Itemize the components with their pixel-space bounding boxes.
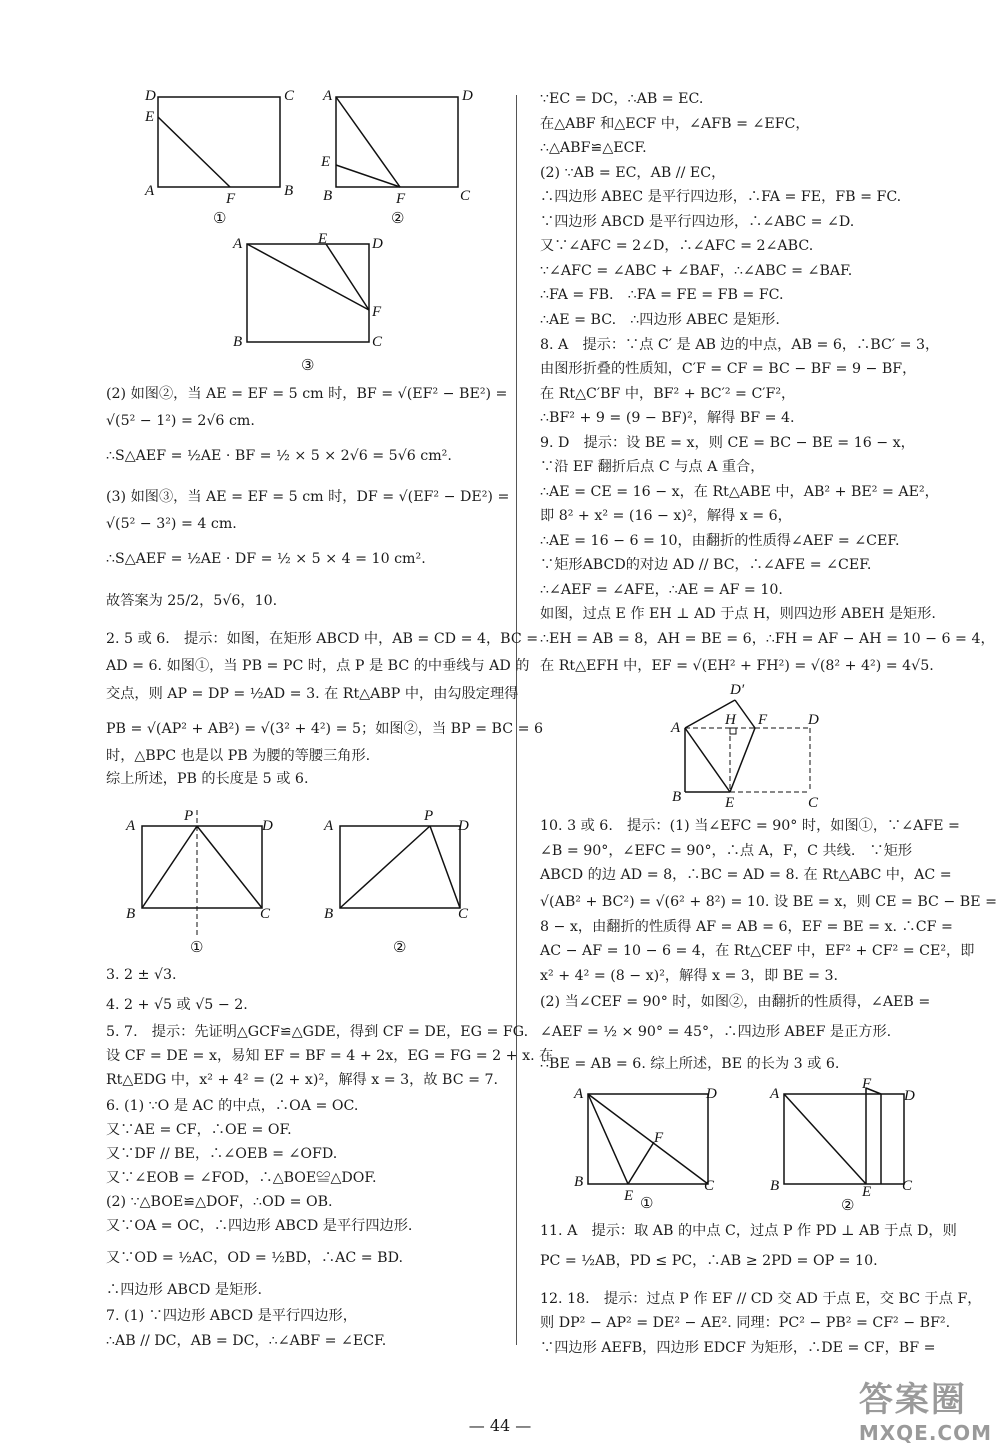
label: A [145, 183, 155, 199]
label: D [462, 88, 473, 104]
text-line: 交点，则 AP = DP = ½AD = 3. 在 Rt△ABP 中，由勾股定理得 [106, 686, 519, 702]
text-line: (2) ∵△BOE≌△DOF，∴OD = OB. [106, 1194, 333, 1210]
label: F [654, 1130, 664, 1146]
label: F [758, 712, 768, 728]
label: ② [841, 1198, 855, 1214]
label: C [902, 1178, 913, 1194]
text-line: 综上所述，PB 的长度是 5 或 6. [106, 771, 309, 787]
text-line: 8. A 提示：∵点 C′ 是 AB 边的中点，AB = 6，∴BC′ = 3， [540, 337, 940, 353]
text-line: √(5² − 3²) = 4 cm. [106, 516, 237, 532]
text-line: ABCD 的边 AD = 8，∴BC = AD = 8. 在 Rt△ABC 中，AC = [540, 867, 952, 883]
text-line: 在 Rt△EFH 中，EF = √(EH² + FH²) = √(8² + 4²) = 4√5. [540, 658, 934, 674]
figure-q9 [670, 680, 850, 814]
label: D [904, 1088, 915, 1104]
text-line: Rt△EDG 中，x² + 4² = (2 + x)²，解得 x = 3，故 BC = 7. [106, 1072, 499, 1088]
label: E [318, 231, 328, 247]
label: E [725, 795, 735, 810]
text-line: 即 8² + x² = (16 − x)²，解得 x = 6， [540, 508, 792, 524]
text-line: ∴BF² + 9 = (9 − BF)²，解得 BF = 4. [540, 410, 795, 426]
text-line: 5. 7. 提示：先证明△GCF≌△GDE，得到 CF = DE，EG = FG. [106, 1024, 529, 1040]
label: A [323, 88, 333, 104]
label: B [574, 1174, 584, 1190]
text-line: ∵沿 EF 翻折后点 C 与点 A 重合， [540, 459, 765, 475]
text-line: ∴AE = BC. ∴四边形 ABEC 是矩形. [540, 312, 780, 328]
label: B [284, 183, 294, 199]
text-line: ∵四边形 AEFB，四边形 EDCF 为矩形，∴DE = CF，BF = [540, 1340, 936, 1356]
text-line: 由图形折叠的性质知，C′F = CF = BC − BF = 9 − BF， [540, 361, 917, 377]
text-line: ∵四边形 ABCD 是平行四边形，∴∠ABC = ∠D. [540, 214, 855, 230]
text-line: 2. 5 或 6. 提示：如图，在矩形 ABCD 中，AB = CD = 4，BC = [106, 631, 539, 647]
text-line: 又∵∠EOB = ∠FOD，∴△BOE≌△DOF. [106, 1170, 377, 1186]
text-line: x² + 4² = (8 − x)²，解得 x = 3，即 BE = 3. [540, 968, 839, 984]
text-line: ∴EH = AB = 8，AH = BE = 6，∴FH = AF − AH = 10 − 6 = 4， [540, 631, 995, 647]
text-line: √(AB² + BC²) = √(6² + 8²) = 10. 设 BE = x，则 CE = BC − BE = [540, 894, 997, 910]
text-line: 9. D 提示：设 BE = x，则 CE = BC − BE = 16 − x， [540, 435, 915, 451]
text-line: (2) 当∠CEF = 90° 时，如图②，由翻折的性质得，∠AEB = [540, 994, 931, 1010]
figure-rect-3 [228, 230, 398, 384]
text-line: 6. (1) ∵O 是 AC 的中点，∴OA = OC. [106, 1098, 359, 1114]
text-line: ∠AEF = ½ × 90° = 45°，∴四边形 ABEF 是正方形. [540, 1024, 892, 1040]
label: A [770, 1086, 780, 1102]
label: A [233, 236, 243, 252]
label: B [323, 188, 333, 204]
label: H [725, 712, 736, 728]
text-line: ∠B = 90°，∠EFC = 90°，∴点 A，F，C 共线. ∵矩形 [540, 843, 913, 859]
label: ① [640, 1196, 654, 1212]
text-line: (2) ∵AB = EC，AB // EC， [540, 165, 726, 181]
label: C [284, 88, 295, 104]
label: E [862, 1184, 872, 1200]
text-line: ∵∠AFC = ∠ABC + ∠BAF，∴∠ABC = ∠BAF. [540, 263, 853, 279]
label: C [458, 906, 469, 922]
label: F [226, 191, 236, 207]
label: E [624, 1188, 634, 1204]
text-line: 时，△BPC 也是以 PB 为腰的等腰三角形. [106, 748, 371, 764]
text-line: ∴∠AEF = ∠AFE，∴AE = AF = 10. [540, 582, 783, 598]
label: D [458, 818, 469, 834]
text-line: (2) 如图②，当 AE = EF = 5 cm 时，BF = √(EF² − BE²) = [106, 386, 508, 402]
text-line: AC − AF = 10 − 6 = 4，在 Rt△CEF 中，EF² + CF² = CE²，即 [540, 943, 975, 959]
label: C [260, 906, 271, 922]
text-line: 设 CF = DE = x，易知 EF = BF = 4 + 2x，EG = FG = 2 + x. 在 [106, 1048, 554, 1064]
text-line: 10. 3 或 6. 提示：(1) 当∠EFC = 90° 时，如图①，∵∠AFE = [540, 818, 960, 834]
text-line: ∴四边形 ABEC 是平行四边形，∴FA = FE，FB = FC. [540, 189, 902, 205]
text-line: ∴FA = FB. ∴FA = FE = FB = FC. [540, 287, 784, 303]
text-line: 在 Rt△C′BF 中，BF² + BC′² = C′F²， [540, 386, 796, 402]
text-line: 7. (1) ∵四边形 ABCD 是平行四边形， [106, 1308, 357, 1324]
label: ③ [301, 358, 315, 374]
label: D [372, 236, 383, 252]
label: A [671, 720, 681, 736]
figure-r-2 [766, 1078, 916, 1222]
label: A [574, 1086, 584, 1102]
label: F [372, 304, 382, 320]
text-line: 4. 2 + √5 或 √5 − 2. [106, 997, 248, 1013]
text-line: ∵EC = DC，∴AB = EC. [540, 91, 704, 107]
label: ① [213, 211, 227, 227]
text-line: ∴AE = 16 − 6 = 10，由翻折的性质得∠AEF = ∠CEF. [540, 533, 900, 549]
text-line: 如图，过点 E 作 EH ⊥ AD 于点 H，则四边形 ABEH 是矩形. [540, 606, 936, 622]
watermark-url: MXQE.COM [858, 1421, 992, 1445]
figure-r-1 [570, 1078, 720, 1222]
text-line: 又∵∠AFC = 2∠D，∴∠AFC = 2∠ABC. [540, 238, 814, 254]
label: C [808, 795, 819, 810]
label: A [324, 818, 334, 834]
text-line: ∴△ABF≌△ECF. [540, 140, 647, 156]
text-line: ∴S△AEF = ½AE · DF = ½ × 5 × 4 = 10 cm². [106, 551, 426, 567]
text-line: ∴AB // DC，AB = DC，∴∠ABF = ∠ECF. [106, 1333, 387, 1349]
text-line: ∴BE = AB = 6. 综上所述，BE 的长为 3 或 6. [540, 1056, 840, 1072]
text-line: PB = √(AP² + AB²) = √(3² + 4²) = 5；如图②，当 BP = BC = 6 [106, 721, 544, 737]
text-line: 11. A 提示：取 AB 的中点 C，过点 P 作 PD ⊥ AB 于点 D，则 [540, 1223, 957, 1239]
text-line: 在△ABF 和△ECF 中，∠AFB = ∠EFC， [540, 116, 810, 132]
text-line: 12. 18. 提示：过点 P 作 EF // CD 交 AD 于点 E，交 BC 于点 F， [540, 1291, 982, 1307]
label: B [672, 789, 682, 805]
label: B [233, 334, 243, 350]
text-line: PC = ½AB，PD ≤ PC，∴AB ≥ 2PD = OP = 10. [540, 1253, 878, 1269]
text-line: 故答案为 25/2，5√6，10. [106, 593, 278, 609]
label: C [372, 334, 383, 350]
label: C [460, 188, 471, 204]
text-line: 又∵AE = CF，∴OE = OF. [106, 1122, 292, 1138]
label: E [145, 109, 155, 125]
figure-p-1 [120, 800, 280, 964]
label: P [424, 808, 434, 824]
page-number: — 44 — [468, 1416, 532, 1435]
label: F [396, 191, 406, 207]
text-line: √(5² − 1²) = 2√6 cm. [106, 413, 255, 429]
label: C [704, 1178, 715, 1194]
text-line: ∴S△AEF = ½AE · BF = ½ × 5 × 2√6 = 5√6 cm². [106, 448, 452, 464]
label: D′ [730, 682, 745, 698]
label: B [324, 906, 334, 922]
label: E [321, 154, 331, 170]
text-line: 3. 2 ± √3. [106, 967, 177, 983]
label: B [126, 906, 136, 922]
text-line: ∵矩形ABCD的对边 AD // BC，∴∠AFE = ∠CEF. [540, 557, 872, 573]
label: ② [393, 940, 407, 956]
text-line: 又∵DF // BE，∴∠OEB = ∠OFD. [106, 1146, 338, 1162]
text-line: 8 − x，由翻折的性质得 AF = AB = 6，EF = BE = x. ∴CF = [540, 919, 953, 935]
text-line: AD = 6. 如图①，当 PB = PC 时，点 P 是 BC 的中垂线与 AD 的 [106, 658, 530, 674]
label: A [126, 818, 136, 834]
watermark-logo [859, 1372, 992, 1445]
label: F [862, 1078, 872, 1092]
label: ① [190, 940, 204, 956]
label: P [184, 808, 194, 824]
text-line: 又∵OD = ½AC，OD = ½BD，∴AC = BD. [106, 1250, 403, 1266]
label: D [262, 818, 273, 834]
figure-rect-1 [140, 80, 310, 234]
label: B [770, 1178, 780, 1194]
label: D [145, 88, 156, 104]
label: ② [391, 211, 405, 227]
text-line: (3) 如图③，当 AE = EF = 5 cm 时，DF = √(EF² − DE²) = [106, 489, 510, 505]
watermark-title: 答案圈 [858, 1380, 967, 1420]
label: D [706, 1086, 717, 1102]
figure-rect-2 [318, 80, 488, 234]
label: D [808, 712, 819, 728]
text-line: ∴四边形 ABCD 是矩形. [106, 1282, 263, 1298]
text-line: 又∵OA = OC，∴四边形 ABCD 是平行四边形. [106, 1218, 413, 1234]
text-line: 则 DP² − AP² = DE² − AE². 同理：PC² − PB² = CF² − BF². [540, 1315, 951, 1331]
figure-p-2 [318, 800, 488, 964]
text-line: ∴AE = CE = 16 − x，在 Rt△ABE 中，AB² + BE² = AE²， [540, 484, 939, 500]
